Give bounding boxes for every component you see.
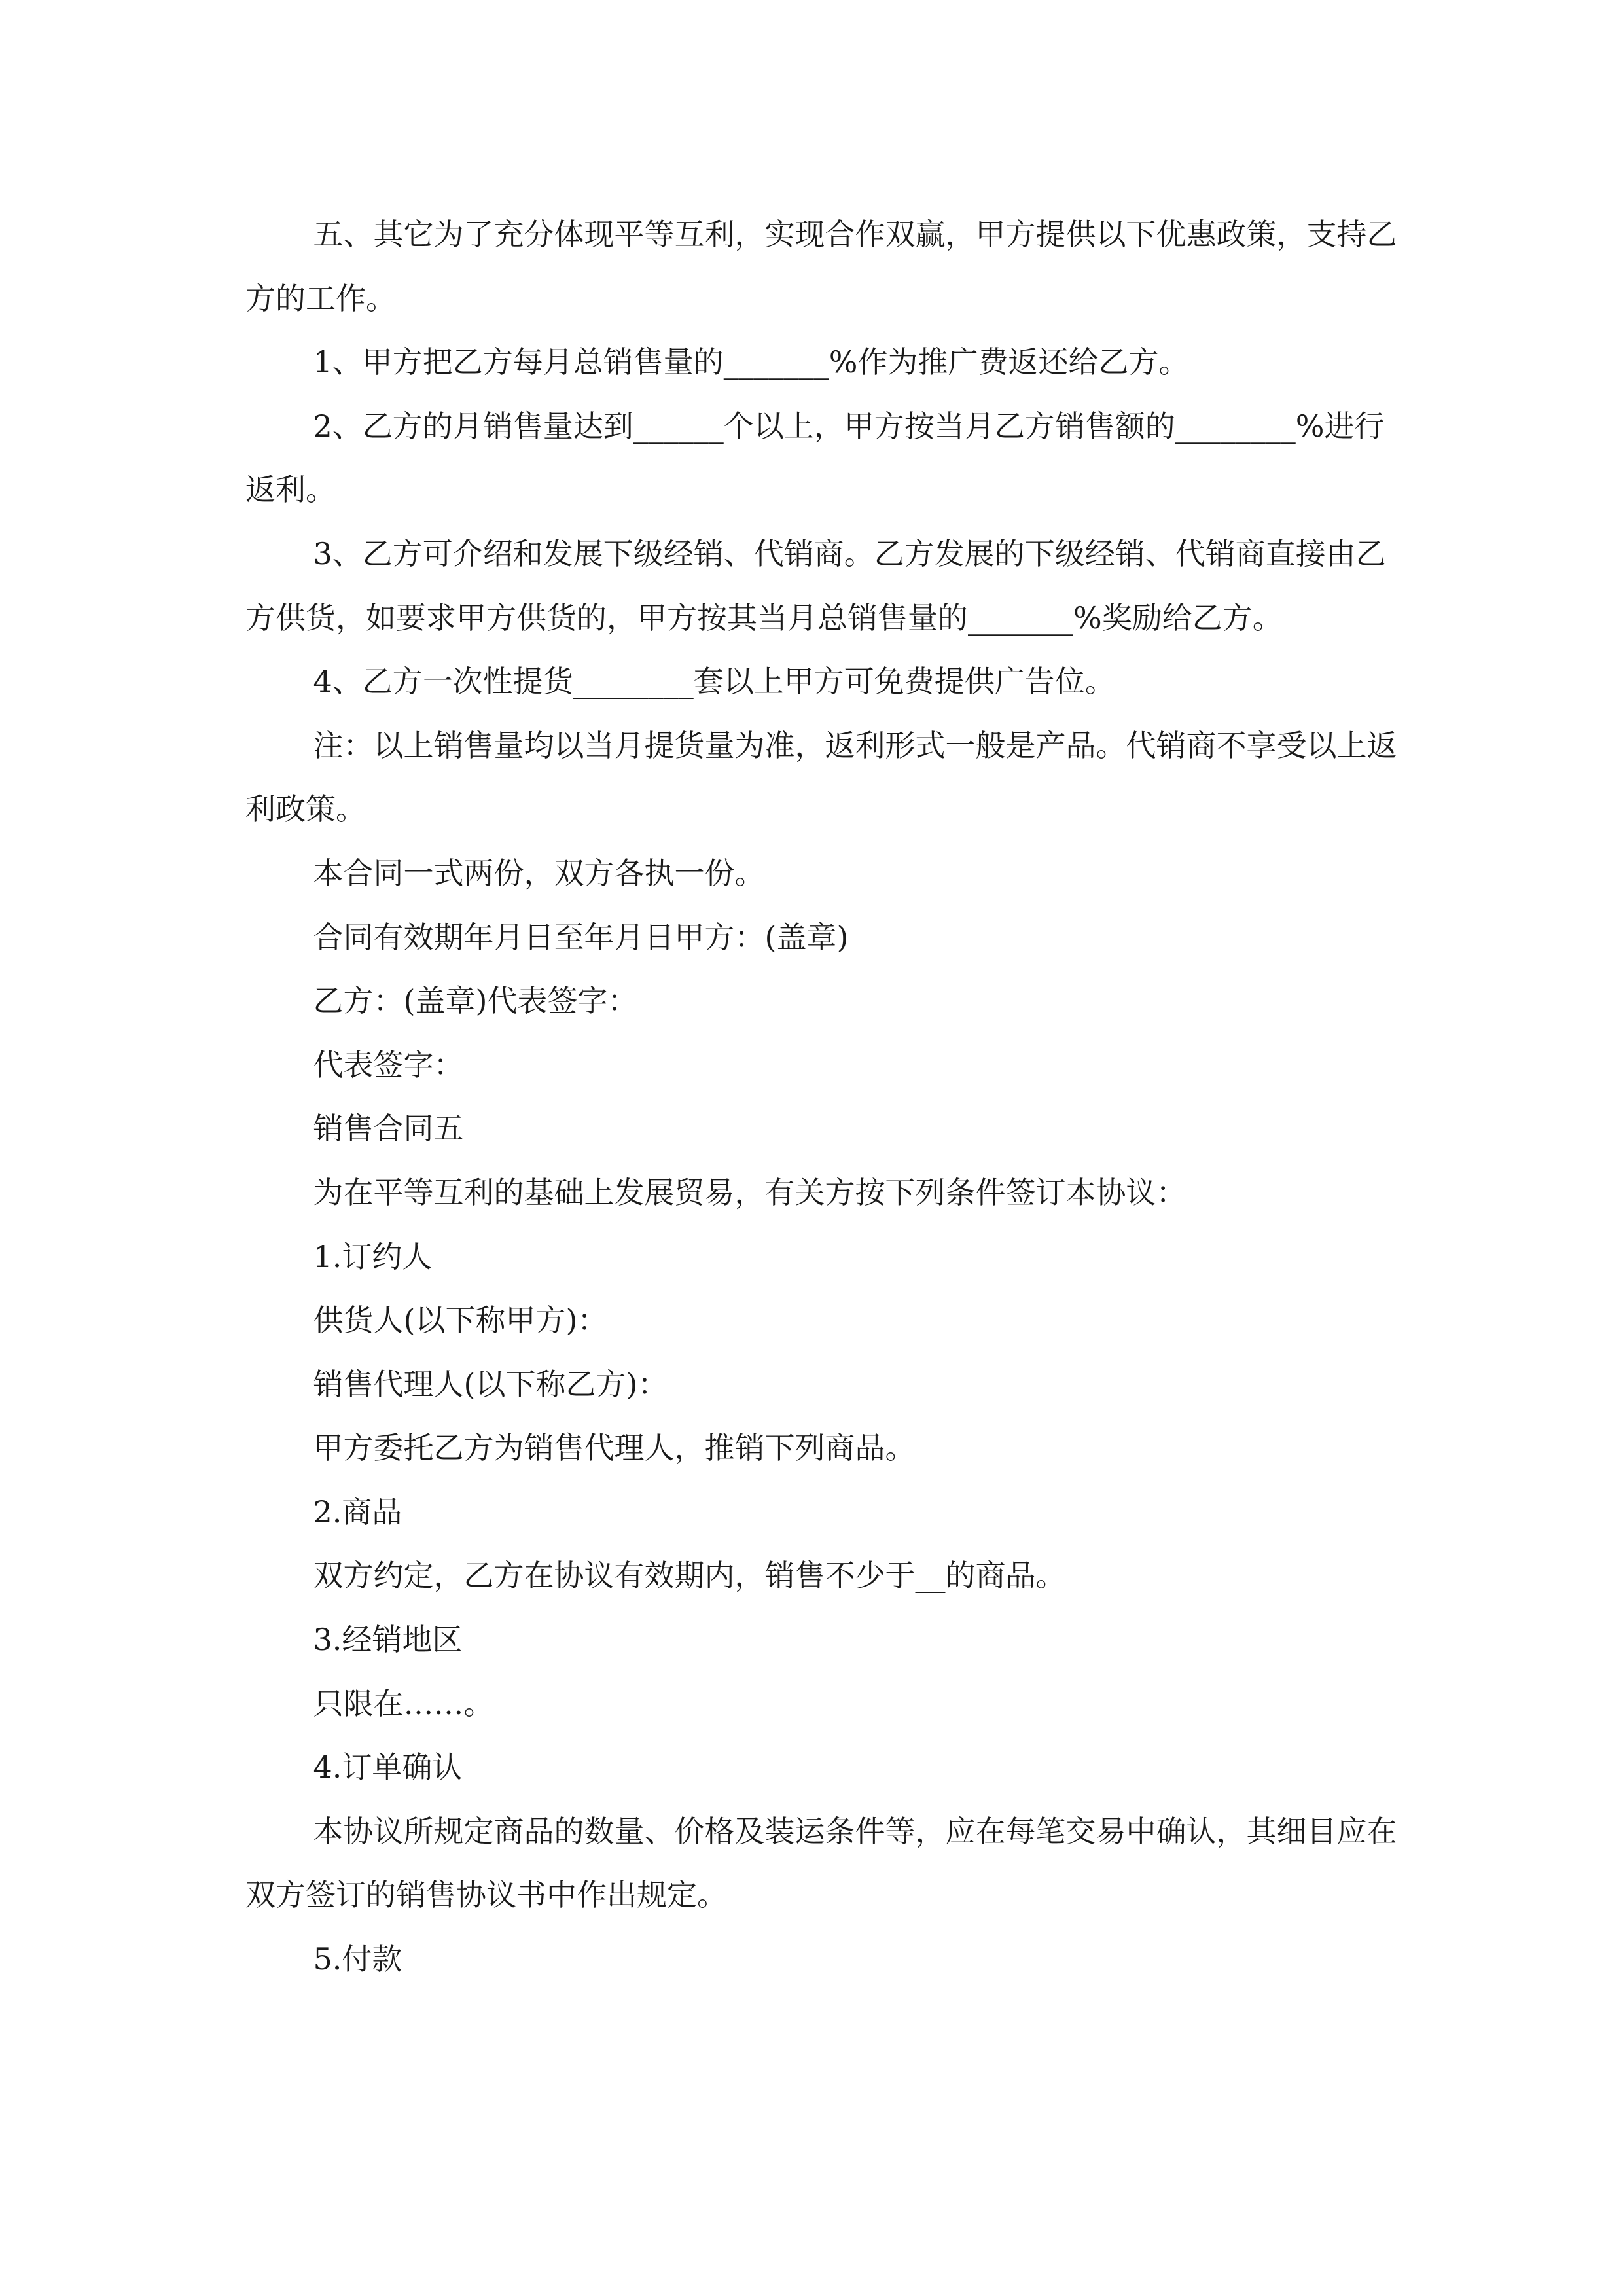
paragraph-representative-signature: 代表签字： bbox=[313, 1047, 464, 1083]
paragraph-region: 只限在……。 bbox=[313, 1685, 494, 1721]
heading-order-confirmation: 4.订单确认 bbox=[313, 1749, 463, 1785]
paragraph-order-confirmation: 本协议所规定商品的数量、价格及装运条件等，应在每笔交易中确认，其细目应在双方签订的销售协议书中作出规定。 bbox=[245, 1813, 1397, 1913]
paragraph-sales-agent: 销售代理人(以下称乙方)： bbox=[313, 1366, 668, 1402]
paragraph-intro: 为在平等互利的基础上发展贸易，有关方按下列条件签订本协议： bbox=[313, 1174, 1186, 1210]
section-title: 销售合同五 bbox=[313, 1111, 464, 1147]
paragraph-clause-2: 2、乙方的月销售量达到______个以上，甲方按当月乙方销售额的________%进行返利。 bbox=[245, 408, 1385, 508]
paragraph-party-b-seal: 乙方：(盖章)代表签字： bbox=[313, 983, 638, 1019]
heading-region: 3.经销地区 bbox=[313, 1622, 463, 1658]
paragraph-clause-1: 1、甲方把乙方每月总销售量的_______%作为推广费返还给乙方。 bbox=[313, 344, 1189, 380]
heading-payment: 5.付款 bbox=[313, 1941, 402, 1977]
document-body bbox=[245, 203, 1397, 1992]
paragraph-goods-quantity: 双方约定，乙方在协议有效期内，销售不少于__的商品。 bbox=[313, 1558, 1066, 1594]
heading-goods: 2.商品 bbox=[313, 1494, 402, 1530]
paragraph-entrust: 甲方委托乙方为销售代理人，推销下列商品。 bbox=[313, 1430, 916, 1466]
paragraph-clause-3: 3、乙方可介绍和发展下级经销、代销商。乙方发展的下级经销、代销商直接由乙方供货，如要求甲方供货的，甲方按其当月总销售量的_______%奖励给乙方。 bbox=[245, 535, 1386, 636]
paragraph-supplier: 供货人(以下称甲方)： bbox=[313, 1302, 608, 1338]
paragraph-validity: 合同有效期年月日至年月日甲方：(盖章) bbox=[313, 919, 849, 955]
paragraph-copies: 本合同一式两份，双方各执一份。 bbox=[313, 855, 765, 891]
heading-parties: 1.订约人 bbox=[313, 1238, 433, 1274]
paragraph-clause-4: 4、乙方一次性提货________套以上甲方可免费提供广告位。 bbox=[313, 664, 1115, 700]
paragraph-preferential-policy: 五、其它为了充分体现平等互利，实现合作双赢，甲方提供以下优惠政策，支持乙方的工作。 bbox=[245, 217, 1397, 316]
paragraph-note: 注：以上销售量均以当月提货量为准，返利形式一般是产品。代销商不享受以上返利政策。 bbox=[245, 727, 1397, 827]
